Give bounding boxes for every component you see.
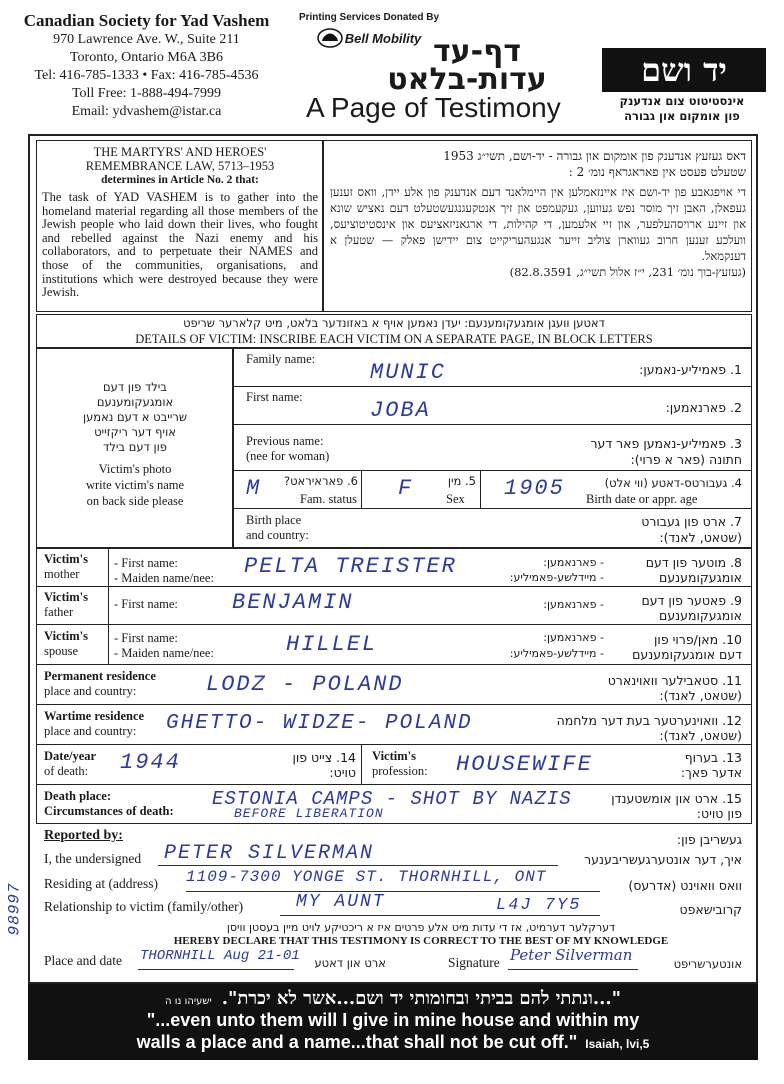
law-text-hebrew — [330, 148, 746, 280]
profession-value[interactable]: HOUSEWIFE — [456, 752, 593, 777]
org-email: Email: ydvashem@istar.ca — [71, 104, 222, 119]
permanent-label-2: place and country: — [44, 684, 137, 698]
place-date-label: Place and date — [44, 953, 122, 968]
profession-hebrew-2: אדער פאך: — [680, 765, 742, 780]
photo-hebrew-4: אויף דער ריקזייט — [94, 425, 176, 439]
photo-hebrew-3: שרייבט א דעם נאמען — [82, 410, 188, 424]
footer-hebrew-ref: ישעיהו נו ה — [164, 996, 212, 1007]
mother-label-2: mother — [44, 567, 80, 581]
signature-label: Signature — [448, 955, 500, 970]
father-value[interactable]: BENJAMIN — [232, 590, 354, 615]
previous-name-label-2: (nee for woman) — [246, 449, 330, 463]
spouse-label-2: spouse — [44, 644, 79, 658]
first-name-value[interactable]: JOBA — [370, 398, 431, 423]
photo-english-1: Victim's photo — [98, 462, 172, 476]
father-hebrew-1: 9. פאטער פון דעם — [641, 593, 742, 608]
sponsor-logo-text: Bell Mobility — [344, 30, 422, 46]
profession-label-1: Victim's — [372, 749, 416, 763]
logo-sub-1: אינסטיטוט צום אנדענק — [619, 94, 745, 108]
sex-hebrew: 5. מין — [447, 474, 476, 488]
margin-number: 98997 — [5, 882, 24, 936]
address-label: Residing at (address) — [44, 876, 158, 891]
father-sub-1: - First name: — [114, 597, 178, 611]
death-date-value[interactable]: 1944 — [120, 750, 181, 775]
logo-text: יד ושם — [641, 51, 727, 89]
org-info — [14, 10, 279, 121]
spouse-heb-sub-2: - מיידלשע-פאמיליע: — [509, 647, 604, 660]
permanent-value[interactable]: LODZ - POLAND — [206, 672, 404, 697]
death-place-hebrew-1: 15. ארט און אומשטענדן — [611, 791, 742, 806]
postal-value[interactable]: L4J 7Y5 — [496, 896, 582, 915]
family-name-value[interactable]: MUNIC — [370, 360, 447, 385]
birth-date-value[interactable]: 1905 — [504, 476, 565, 501]
org-toll-free: Toll Free: 1-888-494-7999 — [71, 86, 222, 101]
photo-english-3: on back side please — [86, 494, 184, 508]
death-place-label-2: Circumstances of death: — [44, 804, 174, 818]
footer-english-ref: Isaiah, lvi,5 — [585, 1037, 650, 1051]
death-date-hebrew-1: 14. צייט פון — [292, 750, 356, 765]
place-date-line — [138, 968, 294, 970]
birth-date-hebrew: 4. געבורטס-דאטע (ווי אלט) — [604, 476, 742, 490]
signature-value[interactable]: Peter Silverman — [510, 946, 633, 964]
address-line — [186, 890, 600, 892]
permanent-label-1: Permanent residence — [44, 669, 156, 683]
death-place-label-1: Death place: — [44, 789, 111, 803]
law-heading-2: REMEMBRANCE LAW, 5713–1953 — [85, 159, 275, 173]
address-hebrew: וואס וואוינט (אדרעס) — [628, 878, 742, 893]
law-body: The task of YAD VASHEM is to gather into the homeland material regarding all those members of the Jewish people who laid down their lives, who fought and rebelled against the Nazi enemy and his collaborators, and to perpetuate their NAMES and those of the communities, organisations, and institutions which were destroyed because they were Jewish. — [42, 190, 318, 300]
photo-hebrew-2: אומגעקומענעם — [96, 395, 174, 409]
law-hebrew-ref: (געזעץ-בוך נומ׳ 231, י״ז אלול תשי״ג, 82.8.3591) — [509, 265, 746, 279]
photo-hebrew-5: פון דעם בילד — [103, 440, 167, 454]
spouse-heb-sub-1: - פארנאמען: — [543, 631, 604, 644]
fam-status-label: Fam. status — [300, 492, 357, 506]
address-value[interactable]: 1109-7300 YONGE ST. THORNHILL, ONT — [186, 868, 547, 886]
org-address-1: 970 Lawrence Ave. W., Suite 211 — [53, 32, 240, 47]
law-hebrew-heading: דאס געזעץ אנדענק פון אומקום און גבורה - יד-ושם, תשי״ג 1953 — [443, 149, 746, 163]
father-label-1: Victim's — [44, 590, 88, 604]
death-date-hebrew-2: טויט: — [329, 765, 356, 780]
details-english: DETAILS OF VICTIM: INSCRIBE EACH VICTIM ON A SEPARATE PAGE, IN BLOCK LETTERS — [135, 332, 653, 346]
mother-value[interactable]: PELTA TREISTER — [244, 554, 457, 579]
mother-heb-sub-1: - פארנאמען: — [543, 556, 604, 569]
spouse-label-1: Victim's — [44, 629, 88, 643]
wartime-label-1: Wartime residence — [44, 709, 145, 723]
mother-hebrew-2: אומגעקומענעם — [659, 570, 742, 585]
family-name-hebrew: 1. פאמיליע-נאמען: — [639, 362, 742, 377]
mother-hebrew-1: 8. מוטער פון דעם — [645, 555, 742, 570]
spouse-sub-1: - First name: — [114, 631, 178, 645]
photo-instructions — [40, 380, 230, 509]
footer-hebrew: "...ונתתי להם בביתי ובחומותי יד ושם...אשר לא יכרת". — [221, 988, 622, 1009]
sponsor-label: Printing Services Donated By — [298, 12, 440, 23]
death-place-hebrew-2: פון טויט: — [696, 806, 742, 821]
page-title: A Page of Testimony — [306, 92, 561, 123]
footer-quote — [28, 984, 758, 1060]
law-text-english — [42, 145, 318, 300]
law-heading-3: determines in Article No. 2 that: — [101, 174, 259, 186]
undersigned-label: I, the undersigned — [44, 851, 142, 866]
bell-icon — [317, 27, 343, 49]
relationship-hebrew: קרובישאפט — [679, 902, 742, 917]
reporter-heading: Reported by: — [44, 828, 123, 843]
reporter-hebrew-heading: געשריבן פון: — [676, 832, 742, 847]
permanent-hebrew-2: (שטאט, לאנד): — [659, 688, 742, 703]
relationship-label: Relationship to victim (family/other) — [44, 899, 244, 914]
spouse-hebrew-1: 10. מאן/פרוי פון — [654, 632, 742, 647]
previous-name-hebrew-1: 3. פאמיליע-נאמען פאר דער — [590, 436, 742, 451]
mother-sub-2: - Maiden name/nee: — [114, 571, 214, 585]
undersigned-value[interactable]: PETER SILVERMAN — [164, 842, 375, 865]
death-date-label-2: of death: — [44, 764, 89, 778]
father-label-2: father — [44, 605, 74, 619]
fam-status-hebrew: 6. פאראיראט? — [284, 474, 358, 488]
spouse-sub-2: - Maiden name/nee: — [114, 646, 214, 660]
first-name-label: First name: — [246, 390, 303, 404]
details-hebrew: דאטען וועגן אומגעקומענעם: יעדן נאמען אויף א באזונדער בלאט, מיט קלארער שריפט — [183, 316, 605, 330]
undersigned-hebrew: איך, דער אונטערגעשריבענער — [584, 852, 742, 867]
birth-place-label-2: and country: — [246, 528, 309, 542]
footer-english-2: walls a place and a name...that shall not be cut off." — [136, 1032, 578, 1052]
previous-name-hebrew-2: חתונה (פאר א פרוי): — [630, 452, 742, 467]
wartime-hebrew-1: 12. וואוינערטער בעת דער מלחמה — [556, 713, 742, 728]
place-date-hebrew: ארט און דאטע — [314, 956, 386, 970]
profession-label-2: profession: — [372, 764, 428, 778]
declare-english: HEREBY DECLARE THAT THIS TESTIMONY IS CORRECT TO THE BEST OF MY KNOWLEDGE — [173, 935, 669, 947]
photo-english-2: write victim's name — [85, 478, 185, 492]
birth-place-label-1: Birth place — [246, 513, 302, 527]
signature-line — [508, 968, 638, 970]
birth-date-label: Birth date or appr. age — [586, 492, 698, 506]
org-name: Canadian Society for Yad Vashem — [23, 11, 270, 30]
mother-label-1: Victim's — [44, 552, 88, 566]
wartime-label-2: place and country: — [44, 724, 137, 738]
yad-vashem-logo — [602, 48, 766, 92]
photo-hebrew-1: בילד פון דעם — [103, 380, 167, 394]
law-hebrew-heading-2: שטעלט פעסט אין פאראגראף נומ׳ 2 : — [568, 165, 746, 179]
profession-hebrew-1: 13. בערוף — [684, 750, 742, 765]
sex-label: Sex — [446, 492, 465, 506]
death-place-value-2[interactable]: BEFORE LIBERATION — [234, 806, 384, 821]
death-date-label-1: Date/year — [44, 749, 97, 763]
relationship-value[interactable]: MY AUNT — [296, 892, 386, 912]
wartime-value[interactable]: GHETTO- WIDZE- POLAND — [166, 712, 473, 735]
father-heb-sub-1: - פארנאמען: — [543, 598, 604, 611]
law-heading-1: THE MARTYRS' AND HEROES' — [93, 145, 267, 159]
father-hebrew-2: אומגעקומענעם — [659, 608, 742, 623]
permanent-hebrew-1: 11. סטאבילער וואוינארט — [607, 673, 742, 688]
birth-place-hebrew-1: 7. ארט פון געבורט — [641, 514, 742, 529]
birth-place-hebrew-2: (שטאט, לאנד): — [659, 530, 742, 545]
signature-hebrew: אונטערשריפט — [673, 957, 742, 971]
org-address-2: Toronto, Ontario M6A 3B6 — [69, 50, 223, 65]
title-hebrew-2: עדות-בלאט — [387, 62, 547, 97]
spouse-hebrew-2: דעם אומגעקומענעם — [632, 647, 742, 662]
declare-hebrew: דערקלער דערמיט, אז די עדות מיט אלע פרטים איז א ריכטיקע לויט מיין בעסטן וויסן — [226, 921, 616, 934]
footer-english-1: "...even unto them will I give in mine house and within my — [146, 1010, 640, 1030]
mother-sub-1: - First name: — [114, 556, 178, 570]
org-tel-fax: Tel: 416-785-1333 • Fax: 416-785-4536 — [34, 68, 259, 83]
sex-value[interactable]: F — [398, 476, 414, 501]
law-hebrew-body: די אויפגאבע פון יד-ושם איז איינזאמלען אין היימלאנד דעם אנדענק פון אלע יידן, וואס זענען געפאלן, האבן זיך מוסר נפש געווען, געקעמפט און זיך אנטקעגנגעשטעלט דעם נאציש שונא און זיינע ארויסהעלפער, און זיי אלעמען, די קהילות, די ארגאניזאציעס און אינסטיטוציעס, וועלכע זענען חרוב געווארן צוליב זייער אנגעהעריקייט צום יידישן פאלק — שטעלן א דענקמאל. — [330, 185, 746, 263]
death-place-value-1[interactable]: ESTONIA CAMPS - SHOT BY NAZIS — [212, 788, 572, 810]
wartime-hebrew-2: (שטאט, לאנד): — [659, 728, 742, 743]
first-name-hebrew: 2. פארנאמען: — [665, 400, 742, 415]
previous-name-label-1: Previous name: — [246, 434, 324, 448]
logo-sub-2: פון אומקום און גבורה — [624, 109, 740, 123]
place-date-value[interactable]: THORNHILL Aug 21-01 — [140, 948, 300, 964]
family-name-label: Family name: — [246, 352, 316, 366]
spouse-value[interactable]: HILLEL — [286, 632, 378, 657]
mother-heb-sub-2: - מיידלשע-פאמיליע: — [509, 571, 604, 584]
title-hebrew-1: דף-עד — [433, 34, 521, 69]
fam-status-value[interactable]: M — [246, 476, 262, 501]
